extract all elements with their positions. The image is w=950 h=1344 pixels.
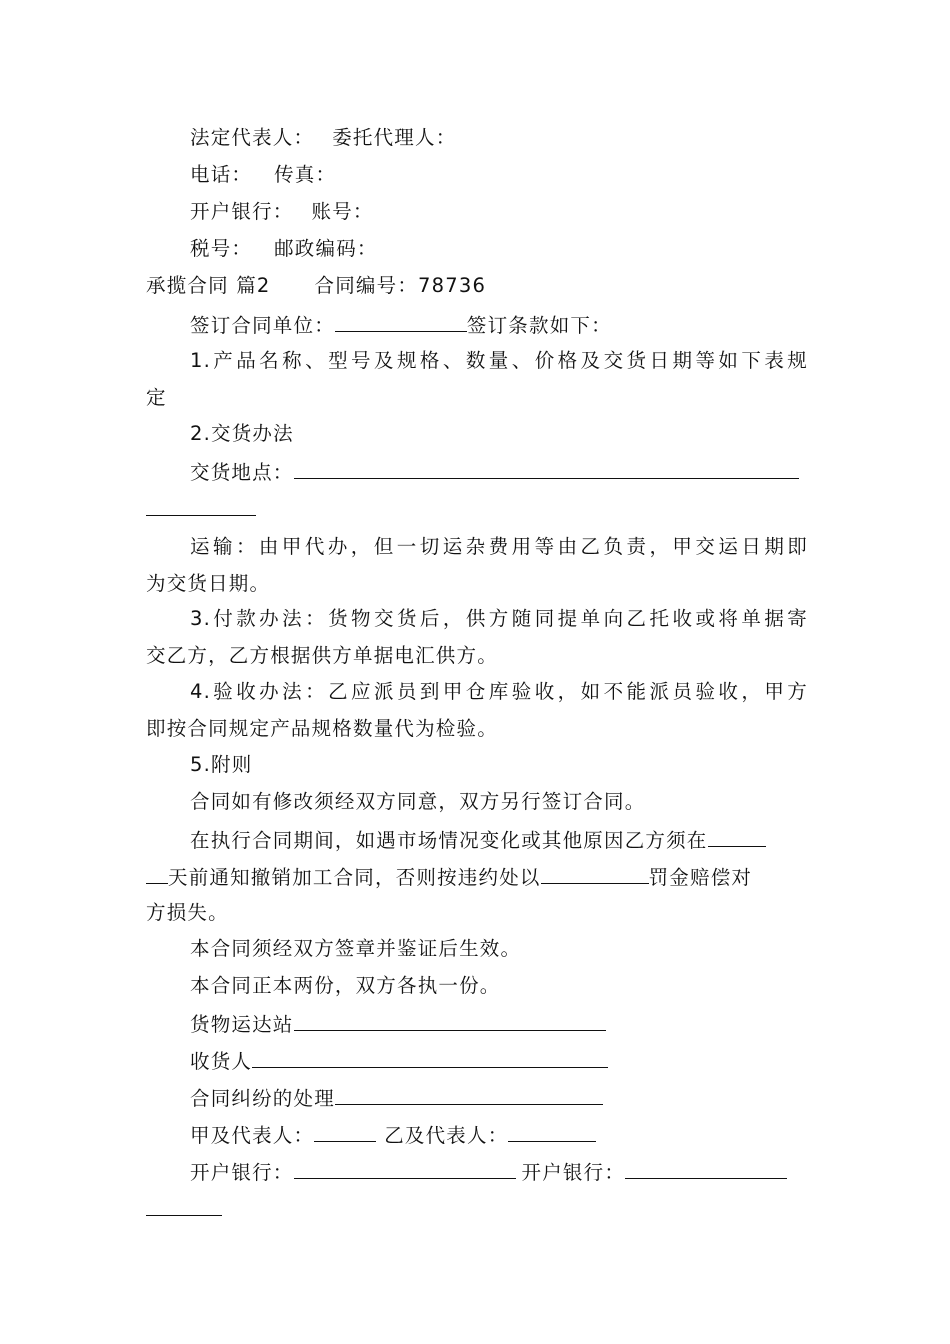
phone-label: 电话： xyxy=(190,163,253,186)
fax-label: 传真： xyxy=(274,163,337,186)
signing-unit-label: 签订合同单位： xyxy=(190,314,335,337)
tax-line xyxy=(190,230,808,267)
item4-line1: 4.验收办法：乙应派员到甲仓库验收，如不能派员验收，甲方 xyxy=(190,680,808,703)
phone-line xyxy=(190,156,808,193)
bank-b-label: 开户银行： xyxy=(521,1161,626,1184)
exec-line3: 方损失。 xyxy=(146,901,229,924)
exec-text-2a: 天前通知撤销加工合同，否则按违约处以 xyxy=(168,866,541,889)
consignee-line xyxy=(190,1041,808,1080)
bank-b-blank xyxy=(625,1152,787,1179)
bank-label: 开户银行： xyxy=(190,200,294,223)
station-blank xyxy=(294,1004,606,1031)
item3-line1: 3.付款办法：货物交货后，供方随同提单向乙托收或将单据寄 xyxy=(190,607,808,630)
postcode-label: 邮政编码： xyxy=(274,237,378,260)
signing-unit-blank xyxy=(335,305,467,332)
legal-rep-line xyxy=(190,119,808,156)
exec-text-2b: 罚金赔偿对 xyxy=(648,866,753,889)
party-b-blank xyxy=(508,1115,596,1142)
bank-line xyxy=(190,193,808,230)
delivery-place-line xyxy=(190,452,808,491)
delivery-place-blank xyxy=(294,452,799,479)
bank-a-blank xyxy=(294,1152,516,1179)
station-line xyxy=(190,1004,808,1043)
delivery-place-label: 交货地点： xyxy=(190,461,294,484)
agent-label: 委托代理人： xyxy=(332,126,457,149)
bank-a-label: 开户银行： xyxy=(190,1161,294,1184)
terms-intro: 签订条款如下： xyxy=(466,314,612,337)
station-label: 货物运达站 xyxy=(190,1013,294,1036)
account-label: 账号： xyxy=(311,200,374,223)
item3-line2: 交乙方，乙方根据供方单据电汇供方。 xyxy=(146,644,498,667)
bank-blank-continued xyxy=(146,1189,808,1228)
item1-line1: 1.产品名称、型号及规格、数量、价格及交货日期等如下表规 xyxy=(190,349,808,372)
legal-rep-label: 法定代表人： xyxy=(190,126,315,149)
transport-line1: 运输：由甲代办，但一切运杂费用等由乙负责，甲交运日期即 xyxy=(190,535,808,558)
section-heading-line xyxy=(146,267,808,304)
exec-line2 xyxy=(146,857,808,896)
copies-line: 本合同正本两份，双方各执一份。 xyxy=(190,974,501,997)
item5-heading: 5.附则 xyxy=(190,753,253,776)
consignee-label: 收货人 xyxy=(190,1050,253,1073)
bank-b-blank-2 xyxy=(146,1189,222,1216)
party-a-blank xyxy=(314,1115,376,1142)
amend-line: 合同如有修改须经双方同意，双方另行签订合同。 xyxy=(190,790,646,813)
days-blank-1 xyxy=(708,820,766,847)
exec-text-1: 在执行合同期间，如遇市场情况变化或其他原因乙方须在 xyxy=(190,829,708,852)
dispute-label: 合同纠纷的处理 xyxy=(190,1087,335,1110)
item4-line2: 即按合同规定产品规格数量代为检验。 xyxy=(146,717,498,740)
party-a-label: 甲及代表人： xyxy=(190,1124,315,1147)
dispute-blank xyxy=(335,1078,603,1105)
exec-line1 xyxy=(190,820,808,859)
signing-unit-line xyxy=(190,305,808,344)
parties-line xyxy=(190,1115,808,1154)
effect-line: 本合同须经双方签章并鉴证后生效。 xyxy=(190,937,522,960)
delivery-place-blank-2 xyxy=(146,489,256,516)
party-b-label: 乙及代表人： xyxy=(384,1124,509,1147)
dispute-line xyxy=(190,1078,808,1117)
days-blank-2 xyxy=(146,857,168,884)
transport-line2: 为交货日期。 xyxy=(146,572,271,595)
item2-heading: 2.交货办法 xyxy=(190,422,294,445)
banks-line xyxy=(190,1152,808,1191)
consignee-blank xyxy=(252,1041,608,1068)
tax-label: 税号： xyxy=(190,237,253,260)
delivery-place-blank-continued xyxy=(146,489,808,528)
item1-line2: 定 xyxy=(146,386,167,409)
penalty-blank xyxy=(541,857,649,884)
section-title: 承揽合同 篇2 xyxy=(146,274,271,297)
contract-number: 合同编号：78736 xyxy=(314,274,487,297)
